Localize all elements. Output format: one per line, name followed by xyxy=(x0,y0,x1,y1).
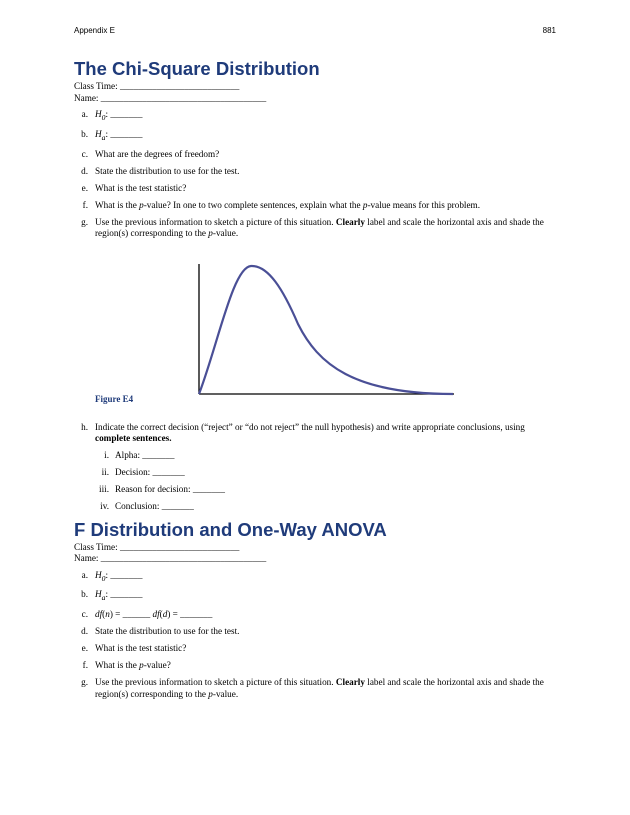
page-content xyxy=(74,57,559,706)
name-field: Name: ____________________________________ xyxy=(74,553,267,564)
list-item: h. Indicate the correct decision (“reject” or “do not reject” the null hypothesis) and write appropriate conclusions, using complete sentences. i. Alpha: _______ ii. Decision: _______ iii. Reason for decision: _______ iv. Conclusion: _______ xyxy=(74,422,559,513)
list-item: a. $H_0$: _______ xyxy=(81,569,143,583)
list-item: e. What is the test statistic? xyxy=(81,643,187,654)
list-item: d. State the distribution to use for the test. xyxy=(81,626,240,637)
list-item: a. $H_0$: _______ xyxy=(81,109,143,122)
section-title-anova: F Distribution and One-Way ANOVA xyxy=(74,518,387,540)
list-item: f. What is the p-value? In one to two complete sentences, explain what the p-value means for this problem. xyxy=(82,199,480,210)
list-item: g. Use the previous information to sketch a picture of this situation. Clearly label and scale the horizontal axis and shade the region(s) corresponding to the p-value. xyxy=(81,216,544,239)
anova-section xyxy=(74,518,559,701)
class-time-field: Class Time: __________________________ xyxy=(74,81,240,91)
list-item: g. Use the previous information to sketch a picture of this situation. Clearly label and scale the horizontal axis and shade the region(s) corresponding to the p-value. xyxy=(81,677,544,699)
chi-square-curve-graph xyxy=(198,264,460,400)
list-item: b. $H_a$: _______ xyxy=(81,128,143,142)
list-item: b. $H_a$: _______ xyxy=(81,589,143,603)
figure-caption: Figure E4 xyxy=(95,393,134,404)
list-item: d. State the distribution to use for the test. xyxy=(81,165,240,176)
sub-question-list xyxy=(95,450,559,513)
list-item: ii. Decision: _______ xyxy=(101,466,185,477)
list-item: iv. Conclusion: _______ xyxy=(100,500,194,511)
chi-square-figure xyxy=(74,248,559,418)
list-item: c. df(n) = ______ df(d) = _______ xyxy=(81,609,213,620)
question-list xyxy=(74,570,559,701)
list-item: iii. Reason for decision: _______ xyxy=(99,483,225,494)
list-item: c. What are the degrees of freedom? xyxy=(81,148,220,159)
question-list xyxy=(74,109,559,240)
running-header: Appendix E xyxy=(74,26,115,35)
name-field: Name: ____________________________________ xyxy=(74,92,267,103)
list-item: f. What is the p-value? xyxy=(82,660,171,671)
question-list-cont xyxy=(74,422,559,513)
chi-square-curve xyxy=(199,266,453,394)
page-number: 881 xyxy=(542,26,556,35)
class-time-field: Class Time: __________________________ xyxy=(74,541,240,552)
list-item: e. What is the test statistic? xyxy=(81,182,187,193)
section-title-chi-square: The Chi-Square Distribution xyxy=(74,58,320,79)
list-item: i. Alpha: _______ xyxy=(104,449,175,460)
